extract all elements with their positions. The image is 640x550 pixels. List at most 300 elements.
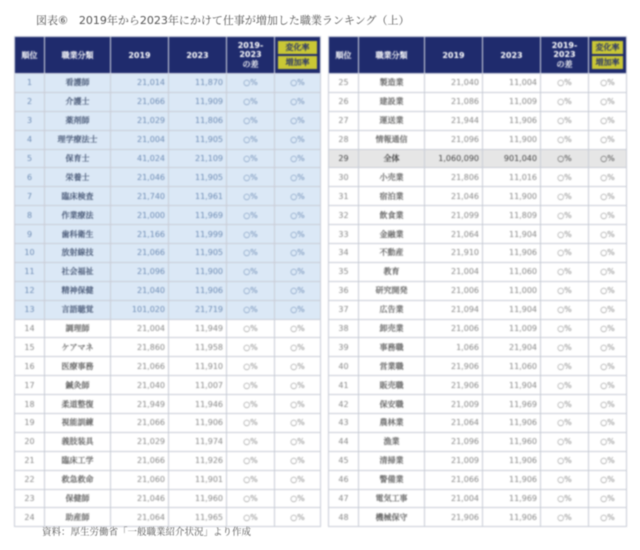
cell-right-a: 21,094 [425,300,483,319]
cell-left-b: 21,719 [169,300,227,319]
cell-left-c: ○% [227,300,275,319]
cell-left-b: 11,961 [169,187,227,206]
ranking-table-container [14,36,626,522]
cell-left-name: 柔道整復 [45,395,111,414]
cell-right-b: 11,906 [483,451,541,470]
cell-right-rank: 31 [329,187,359,206]
cell-right-rank: 42 [329,395,359,414]
cell-right-c: ○% [541,357,589,376]
cell-left-rank: 6 [15,168,45,187]
cell-right-a: 21,906 [425,376,483,395]
cell-right-d: ○% [589,357,627,376]
cell-right-name: 機械保守 [359,508,425,527]
cell-left-a: 21,060 [111,470,169,489]
cell-left-a: 21,064 [111,508,169,527]
cell-left-c: ○% [227,281,275,300]
cell-left-d: ○% [275,74,321,93]
cell-right-name: 営業職 [359,357,425,376]
cell-left-rank: 10 [15,244,45,263]
cell-left-c: ○% [227,130,275,149]
cell-right-b: 11,906 [483,508,541,527]
cell-left-a: 21,166 [111,225,169,244]
cell-left-b: 11,969 [169,206,227,225]
cell-left-rank: 23 [15,489,45,508]
table-row [15,111,627,130]
cell-right-d: ○% [589,244,627,263]
col-change-a: 2019-2023 の差 [227,37,275,74]
cell-right-c: ○% [541,451,589,470]
col-change-b: 変化率 増加率 [275,37,321,74]
col-occupation-right: 職業分類 [359,37,425,74]
cell-left-c: ○% [227,432,275,451]
cell-left-a: 21,014 [111,74,169,93]
cell-left-d: ○% [275,92,321,111]
cell-left-name: 助産師 [45,508,111,527]
cell-left-name: 保健師 [45,489,111,508]
cell-left-b: 11,909 [169,92,227,111]
cell-right-a: 21,066 [425,470,483,489]
cell-right-d: ○% [589,111,627,130]
cell-left-b: 11,906 [169,414,227,433]
cell-right-name: 製造業 [359,74,425,93]
cell-right-rank: 35 [329,262,359,281]
cell-right-b: 11,060 [483,262,541,281]
cell-left-d: ○% [275,149,321,168]
cell-right-d: ○% [589,319,627,338]
cell-right-b: 11,906 [483,414,541,433]
cell-left-a: 21,740 [111,187,169,206]
table-row [15,74,627,93]
cell-left-b: 11,946 [169,395,227,414]
header-row [15,37,627,74]
cell-left-c: ○% [227,262,275,281]
table-row [15,92,627,111]
cell-left-b: 11,806 [169,111,227,130]
cell-right-a: 21,046 [425,187,483,206]
cell-right-name: 卸売業 [359,319,425,338]
cell-left-name: 調理師 [45,319,111,338]
cell-right-c: ○% [541,414,589,433]
cell-left-a: 21,029 [111,432,169,451]
table-row [15,149,627,168]
cell-left-c: ○% [227,376,275,395]
cell-right-b: 11,009 [483,319,541,338]
cell-left-a: 21,066 [111,244,169,263]
cell-left-d: ○% [275,395,321,414]
cell-left-name: 精神保健 [45,281,111,300]
table-row [15,187,627,206]
cell-left-name: 社会福祉 [45,262,111,281]
cell-right-name: 金融業 [359,225,425,244]
cell-left-b: 11,965 [169,508,227,527]
cell-right-name: 保安職 [359,395,425,414]
table-row [15,206,627,225]
cell-left-c: ○% [227,92,275,111]
cell-right-b: 901,040 [483,149,541,168]
cell-right-d: ○% [589,432,627,451]
table-row [15,470,627,489]
cell-left-a: 21,860 [111,338,169,357]
cell-right-rank: 32 [329,206,359,225]
cell-right-c: ○% [541,130,589,149]
ranking-table [14,36,627,527]
cell-right-c: ○% [541,432,589,451]
cell-right-name: 教育 [359,262,425,281]
cell-right-name: 電気工事 [359,489,425,508]
col-occupation: 職業分類 [45,37,111,74]
cell-right-b: 21,904 [483,338,541,357]
cell-right-d: ○% [589,470,627,489]
cell-left-rank: 14 [15,319,45,338]
cell-left-a: 21,066 [111,357,169,376]
cell-right-name: 販売職 [359,376,425,395]
cell-right-b: 11,000 [483,281,541,300]
cell-left-c: ○% [227,187,275,206]
cell-right-c: ○% [541,187,589,206]
cell-left-rank: 22 [15,470,45,489]
cell-left-rank: 9 [15,225,45,244]
cell-left-rank: 3 [15,111,45,130]
cell-left-rank: 18 [15,395,45,414]
cell-right-c: ○% [541,281,589,300]
cell-right-b: 11,960 [483,432,541,451]
cell-left-name: 臨床検査 [45,187,111,206]
cell-left-a: 101,020 [111,300,169,319]
cell-left-b: 11,906 [169,281,227,300]
cell-right-c: ○% [541,244,589,263]
cell-right-d: ○% [589,187,627,206]
cell-right-c: ○% [541,508,589,527]
cell-left-a: 41,024 [111,149,169,168]
cell-left-name: 歯科衛生 [45,225,111,244]
cell-left-a: 21,029 [111,111,169,130]
cell-left-c: ○% [227,338,275,357]
cell-right-rank: 33 [329,225,359,244]
cell-right-rank: 25 [329,74,359,93]
cell-right-b: 11,900 [483,187,541,206]
cell-left-d: ○% [275,206,321,225]
cell-right-d: ○% [589,168,627,187]
cell-right-b: 11,060 [483,357,541,376]
table-row [15,432,627,451]
cell-left-d: ○% [275,111,321,130]
cell-left-c: ○% [227,319,275,338]
cell-right-name: 警備業 [359,470,425,489]
cell-right-rank: 29 [329,149,359,168]
cell-left-rank: 15 [15,338,45,357]
cell-right-c: ○% [541,149,589,168]
cell-right-name: 広告業 [359,300,425,319]
cell-right-a: 21,086 [425,92,483,111]
cell-left-a: 21,040 [111,281,169,300]
cell-right-a: 21,944 [425,111,483,130]
cell-right-a: 21,009 [425,395,483,414]
cell-right-d: ○% [589,414,627,433]
cell-right-c: ○% [541,338,589,357]
cell-left-b: 11,901 [169,470,227,489]
cell-right-a: 21,009 [425,451,483,470]
footnote: 資料：厚生労働省「一般職業紹介状況」より作成 [42,527,252,538]
cell-right-rank: 41 [329,376,359,395]
cell-left-d: ○% [275,376,321,395]
cell-right-d: ○% [589,206,627,225]
cell-left-c: ○% [227,414,275,433]
cell-left-name: 視能訓練 [45,414,111,433]
cell-left-b: 11,905 [169,244,227,263]
cell-right-rank: 43 [329,414,359,433]
col-rank-right: 順位 [329,37,359,74]
cell-left-rank: 1 [15,74,45,93]
cell-right-b: 11,904 [483,225,541,244]
cell-left-rank: 7 [15,187,45,206]
cell-right-a: 21,004 [425,262,483,281]
cell-left-rank: 5 [15,149,45,168]
cell-left-d: ○% [275,244,321,263]
cell-right-c: ○% [541,470,589,489]
cell-left-name: 臨床工学 [45,451,111,470]
cell-left-d: ○% [275,414,321,433]
cell-right-a: 21,806 [425,168,483,187]
cell-left-d: ○% [275,470,321,489]
cell-right-d: ○% [589,338,627,357]
cell-right-rank: 38 [329,319,359,338]
cell-left-name: 義肢装具 [45,432,111,451]
cell-right-a: 21,910 [425,244,483,263]
cell-left-name: 医療事務 [45,357,111,376]
cell-left-d: ○% [275,489,321,508]
cell-left-d: ○% [275,187,321,206]
table-row [15,338,627,357]
cell-left-rank: 2 [15,92,45,111]
cell-right-c: ○% [541,111,589,130]
cell-right-rank: 36 [329,281,359,300]
cell-right-a: 21,064 [425,414,483,433]
cell-left-c: ○% [227,357,275,376]
col-year-a: 2019 [111,37,169,74]
cell-left-b: 11,007 [169,376,227,395]
cell-left-d: ○% [275,338,321,357]
col-year-b: 2023 [169,37,227,74]
cell-left-d: ○% [275,168,321,187]
table-row [15,244,627,263]
cell-left-d: ○% [275,262,321,281]
cell-right-name: 清掃業 [359,451,425,470]
table-row [15,451,627,470]
cell-left-rank: 12 [15,281,45,300]
cell-right-b: 11,809 [483,206,541,225]
cell-right-b: 11,906 [483,111,541,130]
cell-right-d: ○% [589,300,627,319]
cell-left-name: 作業療法 [45,206,111,225]
table-row [15,357,627,376]
cell-right-b: 11,906 [483,244,541,263]
cell-left-b: 21,109 [169,149,227,168]
cell-left-name: 保育士 [45,149,111,168]
cell-left-rank: 20 [15,432,45,451]
cell-right-c: ○% [541,168,589,187]
cell-right-c: ○% [541,262,589,281]
cell-left-rank: 24 [15,508,45,527]
cell-left-name: 薬剤師 [45,111,111,130]
cell-left-d: ○% [275,319,321,338]
cell-right-c: ○% [541,395,589,414]
col-change-b-right: 変化率 増加率 [589,37,627,74]
cell-right-b: 11,016 [483,168,541,187]
table-row [15,130,627,149]
cell-right-c: ○% [541,319,589,338]
cell-right-rank: 47 [329,489,359,508]
cell-right-c: ○% [541,74,589,93]
cell-right-c: ○% [541,92,589,111]
table-row [15,414,627,433]
cell-right-rank: 46 [329,470,359,489]
cell-left-c: ○% [227,508,275,527]
cell-right-rank: 40 [329,357,359,376]
cell-right-name: 研究開発 [359,281,425,300]
cell-left-b: 11,905 [169,130,227,149]
cell-left-c: ○% [227,206,275,225]
cell-left-c: ○% [227,451,275,470]
cell-left-c: ○% [227,489,275,508]
cell-left-rank: 13 [15,300,45,319]
cell-left-d: ○% [275,508,321,527]
cell-right-a: 21,064 [425,225,483,244]
cell-left-b: 11,958 [169,338,227,357]
cell-right-a: 21,040 [425,74,483,93]
cell-right-b: 11,904 [483,300,541,319]
cell-left-name: 栄養士 [45,168,111,187]
cell-right-d: ○% [589,130,627,149]
cell-right-c: ○% [541,376,589,395]
cell-left-b: 11,974 [169,432,227,451]
cell-left-name: 介護士 [45,92,111,111]
cell-left-c: ○% [227,149,275,168]
cell-left-b: 11,926 [169,451,227,470]
cell-left-rank: 11 [15,262,45,281]
cell-right-name: 農林業 [359,414,425,433]
cell-right-d: ○% [589,225,627,244]
cell-right-a: 21,096 [425,130,483,149]
cell-left-name: 看護師 [45,74,111,93]
cell-right-rank: 44 [329,432,359,451]
cell-right-name: 不動産 [359,244,425,263]
col-change-a-right: 2019-2023 の差 [541,37,589,74]
cell-right-name: 飲食業 [359,206,425,225]
cell-left-name: 理学療法士 [45,130,111,149]
cell-right-b: 11,969 [483,395,541,414]
cell-right-a: 21,906 [425,357,483,376]
cell-left-a: 21,040 [111,376,169,395]
cell-left-name: ケアマネ [45,338,111,357]
cell-right-d: ○% [589,451,627,470]
table-row [15,168,627,187]
cell-left-name: 救急救命 [45,470,111,489]
cell-right-name: 運送業 [359,111,425,130]
cell-left-b: 11,905 [169,168,227,187]
cell-left-rank: 19 [15,414,45,433]
cell-left-c: ○% [227,74,275,93]
table-row [15,319,627,338]
table-row [15,300,627,319]
cell-right-a: 21,006 [425,281,483,300]
cell-right-c: ○% [541,489,589,508]
cell-left-rank: 4 [15,130,45,149]
cell-left-rank: 21 [15,451,45,470]
table-row [15,281,627,300]
cell-left-c: ○% [227,168,275,187]
cell-right-d: ○% [589,149,627,168]
cell-left-b: 11,999 [169,225,227,244]
cell-left-c: ○% [227,111,275,130]
cell-right-d: ○% [589,489,627,508]
cell-right-b: 11,009 [483,92,541,111]
cell-right-name: 小売業 [359,168,425,187]
cell-left-rank: 16 [15,357,45,376]
table-row [15,489,627,508]
cell-right-a: 21,096 [425,432,483,451]
cell-right-rank: 37 [329,300,359,319]
cell-left-d: ○% [275,225,321,244]
cell-right-d: ○% [589,508,627,527]
cell-left-b: 11,949 [169,319,227,338]
cell-right-name: 情報通信 [359,130,425,149]
cell-right-name: 建設業 [359,92,425,111]
cell-right-name: 事務職 [359,338,425,357]
cell-left-b: 11,870 [169,74,227,93]
cell-left-c: ○% [227,244,275,263]
cell-right-rank: 39 [329,338,359,357]
cell-left-a: 21,096 [111,262,169,281]
cell-right-name: 漁業 [359,432,425,451]
cell-left-rank: 17 [15,376,45,395]
cell-left-c: ○% [227,395,275,414]
cell-left-d: ○% [275,432,321,451]
cell-right-b: 11,004 [483,74,541,93]
cell-left-rank: 8 [15,206,45,225]
cell-right-d: ○% [589,376,627,395]
col-rank: 順位 [15,37,45,74]
cell-left-d: ○% [275,451,321,470]
cell-right-rank: 27 [329,111,359,130]
cell-right-c: ○% [541,206,589,225]
cell-right-a: 21,906 [425,508,483,527]
table-row [15,395,627,414]
cell-left-d: ○% [275,130,321,149]
cell-right-c: ○% [541,225,589,244]
cell-left-a: 21,066 [111,92,169,111]
col-year-b-right: 2023 [483,37,541,74]
table-row [15,376,627,395]
cell-right-d: ○% [589,74,627,93]
cell-right-d: ○% [589,92,627,111]
cell-right-a: 21,006 [425,319,483,338]
cell-left-name: 鍼灸師 [45,376,111,395]
cell-right-name: 全体 [359,149,425,168]
cell-right-b: 11,906 [483,470,541,489]
cell-right-d: ○% [589,395,627,414]
cell-left-a: 21,046 [111,168,169,187]
cell-right-rank: 34 [329,244,359,263]
cell-right-d: ○% [589,262,627,281]
cell-left-b: 11,900 [169,262,227,281]
cell-right-a: 21,099 [425,206,483,225]
cell-left-b: 11,960 [169,489,227,508]
cell-left-a: 21,004 [111,319,169,338]
cell-left-b: 11,910 [169,357,227,376]
cell-right-a: 21,004 [425,489,483,508]
cell-right-rank: 26 [329,92,359,111]
cell-left-a: 21,066 [111,414,169,433]
